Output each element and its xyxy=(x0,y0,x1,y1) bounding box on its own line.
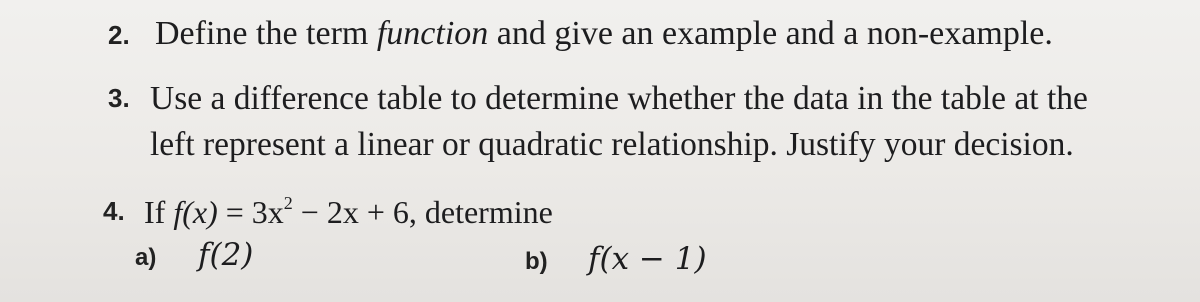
question-4-function-name: f(x) xyxy=(173,194,218,230)
question-3-number: 3. xyxy=(108,83,130,113)
question-2-text-before: Define the term xyxy=(155,15,377,52)
question-2-text xyxy=(155,17,1053,51)
question-2-term: function xyxy=(376,15,489,52)
question-4-equation-rhs: = 3x xyxy=(217,194,284,230)
question-4-part-b-expression: f(x − 1) xyxy=(588,241,707,277)
question-4-if-word: If xyxy=(144,194,174,230)
question-2-text-after: and give an example and a non-example. xyxy=(488,15,1053,52)
question-4-equation-tail: − 2x + 6, determine xyxy=(292,194,553,230)
question-4-part-a-expression: f(2) xyxy=(198,237,254,273)
question-4-number: 4. xyxy=(103,196,125,226)
question-4-part-a-label: a) xyxy=(135,244,157,271)
question-4-prompt xyxy=(144,194,553,228)
question-3-line-2: left represent a linear or quadratic relationship. Justify your decision. xyxy=(150,126,1074,163)
question-4-part-b-label: b) xyxy=(525,248,548,275)
question-3-line-1: Use a difference table to determine whether the data in the table at the xyxy=(150,80,1088,117)
question-2-number: 2. xyxy=(108,20,130,50)
question-4-exponent: 2 xyxy=(283,193,293,213)
